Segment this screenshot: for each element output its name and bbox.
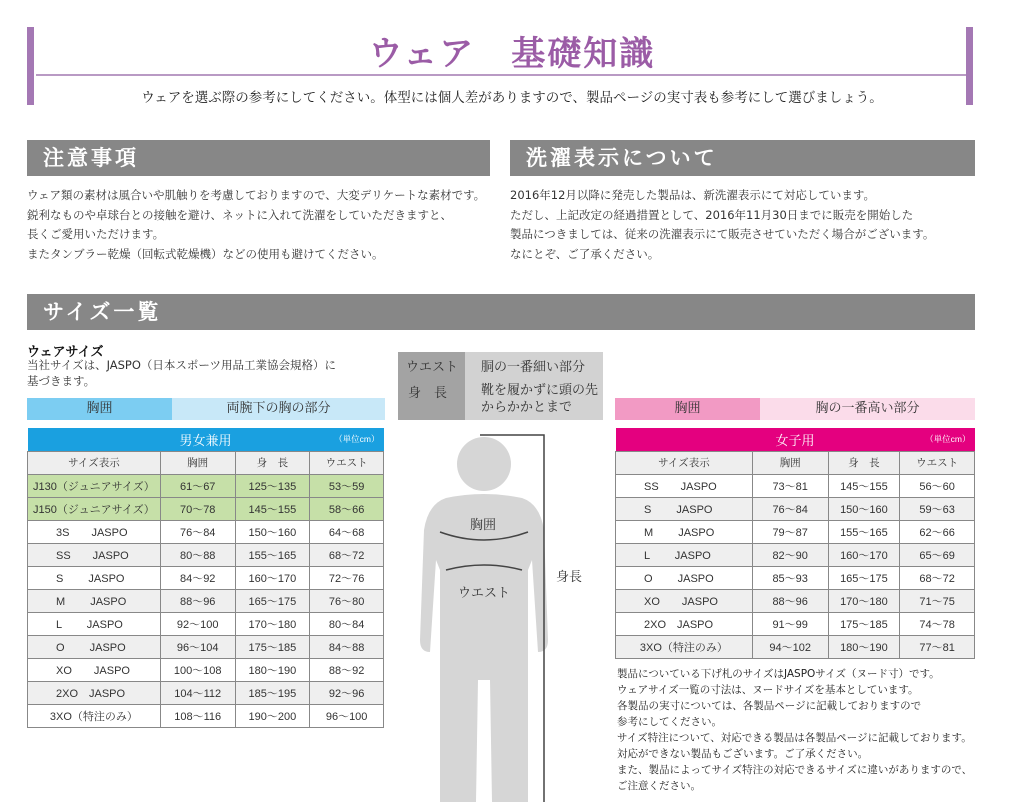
- table-row: [28, 543, 384, 566]
- table-title: 女子用: [775, 432, 815, 448]
- size-value-cell: 64～68: [310, 520, 384, 543]
- size-value-cell: 70～78: [160, 497, 235, 520]
- legend-chest-women: [615, 398, 975, 420]
- size-label-cell: O JASPO: [28, 635, 161, 658]
- size-label-cell: S JASPO: [28, 566, 161, 589]
- size-value-cell: 80～88: [160, 543, 235, 566]
- legend-term: 胸囲: [27, 398, 172, 420]
- size-value-cell: 145～155: [235, 497, 310, 520]
- size-value-cell: 108～116: [160, 704, 235, 727]
- size-value-cell: 104～112: [160, 681, 235, 704]
- table-unit: （単位cm）: [925, 434, 971, 444]
- size-value-cell: 165～175: [828, 566, 900, 589]
- washing-line: 2016年12月以降に発売した製品は、新洗濯表示にて対応しています。: [510, 188, 875, 202]
- wear-size-heading: ウェアサイズ: [27, 345, 104, 360]
- size-value-cell: 88～92: [310, 658, 384, 681]
- washing-line: なにとぞ、ご了承ください。: [510, 246, 660, 261]
- table-header-row: [28, 451, 384, 474]
- table-row: [28, 612, 384, 635]
- size-value-cell: 165～175: [235, 589, 310, 612]
- table-caption: [28, 428, 384, 451]
- size-value-cell: 62～66: [900, 520, 975, 543]
- size-value-cell: 84～88: [310, 635, 384, 658]
- size-value-cell: 96～100: [310, 704, 384, 727]
- note-line: 参考にしてください。: [617, 716, 722, 728]
- table-row: [28, 635, 384, 658]
- size-label-cell: J130（ジュニアサイズ）: [28, 474, 161, 497]
- size-label-cell: J150（ジュニアサイズ）: [28, 497, 161, 520]
- size-label-cell: XO JASPO: [28, 658, 161, 681]
- size-label-cell: M JASPO: [616, 520, 753, 543]
- size-value-cell: 53～59: [310, 474, 384, 497]
- note-line: ご注意ください。: [617, 780, 701, 792]
- column-header: 胸囲: [160, 451, 235, 474]
- table-title: 男女兼用: [179, 432, 232, 448]
- column-header: サイズ表示: [28, 451, 161, 474]
- caution-heading: 注意事項: [27, 140, 490, 176]
- size-label-cell: SS JASPO: [28, 543, 161, 566]
- size-value-cell: 82～90: [752, 543, 828, 566]
- unisex-size-table: [27, 428, 384, 728]
- legend-term: ウエスト: [406, 360, 459, 375]
- table-caption: [616, 428, 975, 451]
- size-value-cell: 58～66: [310, 497, 384, 520]
- size-value-cell: 88～96: [160, 589, 235, 612]
- size-value-cell: 92～100: [160, 612, 235, 635]
- caution-line: ウェア類の素材は風合いや肌触りを考慮しておりますので、大変デリケートな素材です。: [27, 188, 486, 202]
- size-value-cell: 125～135: [235, 474, 310, 497]
- table-row: [28, 589, 384, 612]
- size-value-cell: 76～80: [310, 589, 384, 612]
- title-divider: [36, 74, 966, 76]
- size-value-cell: 85～93: [752, 566, 828, 589]
- size-value-cell: 59～63: [900, 497, 975, 520]
- size-value-cell: 185～195: [235, 681, 310, 704]
- size-value-cell: 56～60: [900, 474, 975, 497]
- size-value-cell: 160～170: [828, 543, 900, 566]
- column-header: 胸囲: [752, 451, 828, 474]
- size-value-cell: 180～190: [235, 658, 310, 681]
- size-value-cell: 170～180: [235, 612, 310, 635]
- column-header: ウエスト: [900, 451, 975, 474]
- washing-line: 製品につきましては、従来の洗濯表示にて販売させていただく場合がございます。: [510, 227, 935, 241]
- column-header: 身 長: [235, 451, 310, 474]
- size-label-cell: L JASPO: [616, 543, 753, 566]
- size-value-cell: 150～160: [828, 497, 900, 520]
- size-value-cell: 91～99: [752, 612, 828, 635]
- table-row: [28, 474, 384, 497]
- table-unit: （単位cm）: [334, 434, 380, 444]
- page-title: ウェア 基礎知識: [368, 34, 656, 74]
- size-list-heading: サイズ一覧: [27, 294, 975, 330]
- note-line: 各製品の実寸については、各製品ページに記載しておりますので: [617, 700, 922, 712]
- size-label-cell: 3S JASPO: [28, 520, 161, 543]
- wear-size-desc: [27, 357, 336, 389]
- size-value-cell: 80～84: [310, 612, 384, 635]
- caution-line: またタンブラー乾燥（回転式乾燥機）などの使用も避けてください。: [27, 246, 384, 261]
- table-row: [616, 520, 975, 543]
- size-value-cell: 79～87: [752, 520, 828, 543]
- size-value-cell: 145～155: [828, 474, 900, 497]
- size-value-cell: 68～72: [310, 543, 384, 566]
- wear-size-desc-line: 当社サイズは、JASPO（日本スポーツ用品工業協会規格）に: [27, 358, 336, 372]
- size-value-cell: 73～81: [752, 474, 828, 497]
- size-label-cell: O JASPO: [616, 566, 753, 589]
- note-line: ウェアサイズ一覧の寸法は、ヌードサイズを基本としています。: [617, 684, 919, 696]
- size-value-cell: 160～170: [235, 566, 310, 589]
- legend-desc: 胴の一番細い部分: [481, 360, 586, 375]
- table-row: [616, 497, 975, 520]
- table-row: [616, 589, 975, 612]
- size-label-cell: 2XO JASPO: [28, 681, 161, 704]
- table-row: [616, 566, 975, 589]
- table-row: [28, 704, 384, 727]
- size-label-cell: 2XO JASPO: [616, 612, 753, 635]
- note-line: サイズ特注について、対応できる製品は各製品ページに記載しております。: [617, 732, 972, 744]
- table-row: [28, 520, 384, 543]
- legend-desc: 両腕下の胸の部分: [172, 398, 385, 420]
- figure-height-label: 身長: [556, 564, 582, 587]
- table-row: [28, 566, 384, 589]
- body-silhouette: [420, 437, 548, 802]
- size-value-cell: 155～165: [235, 543, 310, 566]
- figure-waist-label: ウエスト: [458, 586, 511, 601]
- size-value-cell: 65～69: [900, 543, 975, 566]
- table-row: [28, 497, 384, 520]
- legend-term: 胸囲: [615, 398, 760, 420]
- table-row: [616, 543, 975, 566]
- size-value-cell: 92～96: [310, 681, 384, 704]
- size-value-cell: 74～78: [900, 612, 975, 635]
- size-value-cell: 155～165: [828, 520, 900, 543]
- legend-term: 身 長: [408, 386, 448, 401]
- caution-line: 鋭利なものや卓球台との接触を避け、ネットに入れて洗濯をしていただきますと、: [27, 207, 453, 222]
- note-line: また、製品によってサイズ特注の対応できるサイズに違いがありますので、: [617, 764, 973, 776]
- washing-heading: 洗濯表示について: [510, 140, 975, 176]
- size-label-cell: SS JASPO: [616, 474, 753, 497]
- legend-chest-unisex: [27, 398, 385, 420]
- caution-line: 長くご愛用いただけます。: [27, 227, 165, 241]
- column-header: 身 長: [828, 451, 900, 474]
- size-label-cell: XO JASPO: [616, 589, 753, 612]
- size-value-cell: 94～102: [752, 635, 828, 658]
- size-value-cell: 71～75: [900, 589, 975, 612]
- size-label-cell: 3XO（特注のみ）: [616, 635, 753, 658]
- washing-line: ただし、上記改定の経過措置として、2016年11月30日までに販売を開始した: [510, 207, 914, 222]
- size-value-cell: 84～92: [160, 566, 235, 589]
- column-header: ウエスト: [310, 451, 384, 474]
- legend-desc: 靴を履かずに頭の先からかかとまで: [481, 383, 599, 415]
- size-value-cell: 180～190: [828, 635, 900, 658]
- notes: [617, 666, 972, 794]
- size-value-cell: 190～200: [235, 704, 310, 727]
- figure-chest-label: 胸囲: [470, 518, 497, 533]
- table-header-row: [616, 451, 975, 474]
- size-label-cell: 3XO（特注のみ）: [28, 704, 161, 727]
- caution-text: [27, 186, 485, 264]
- size-value-cell: 175～185: [828, 612, 900, 635]
- table-row: [616, 474, 975, 497]
- size-value-cell: 88～96: [752, 589, 828, 612]
- size-value-cell: 76～84: [160, 520, 235, 543]
- table-row: [616, 612, 975, 635]
- note-line: 製品についている下げ札のサイズはJASPOサイズ（ヌード寸）です。: [617, 668, 940, 680]
- washing-text: [510, 186, 934, 264]
- table-row: [616, 635, 975, 658]
- size-label-cell: L JASPO: [28, 612, 161, 635]
- size-label-cell: M JASPO: [28, 589, 161, 612]
- size-value-cell: 96～104: [160, 635, 235, 658]
- note-line: 対応ができない製品もございます。ご了承ください。: [617, 748, 869, 760]
- size-value-cell: 175～185: [235, 635, 310, 658]
- body-figure: [398, 430, 608, 802]
- column-header: サイズ表示: [616, 451, 753, 474]
- size-value-cell: 100～108: [160, 658, 235, 681]
- size-value-cell: 150～160: [235, 520, 310, 543]
- size-value-cell: 76～84: [752, 497, 828, 520]
- size-value-cell: 61～67: [160, 474, 235, 497]
- size-value-cell: 72～76: [310, 566, 384, 589]
- women-size-table: [615, 428, 975, 659]
- size-value-cell: 68～72: [900, 566, 975, 589]
- size-value-cell: 170～180: [828, 589, 900, 612]
- table-row: [28, 681, 384, 704]
- page-subtitle: ウェアを選ぶ際の参考にしてください。体型には個人差がありますので、製品ページの実寸表も参考にして選びましょう。: [141, 90, 883, 106]
- size-label-cell: S JASPO: [616, 497, 753, 520]
- legend-gray: [398, 352, 603, 420]
- legend-desc: 胸の一番高い部分: [760, 398, 975, 420]
- table-row: [28, 658, 384, 681]
- wear-size-desc-line: 基づきます。: [27, 374, 96, 388]
- size-value-cell: 77～81: [900, 635, 975, 658]
